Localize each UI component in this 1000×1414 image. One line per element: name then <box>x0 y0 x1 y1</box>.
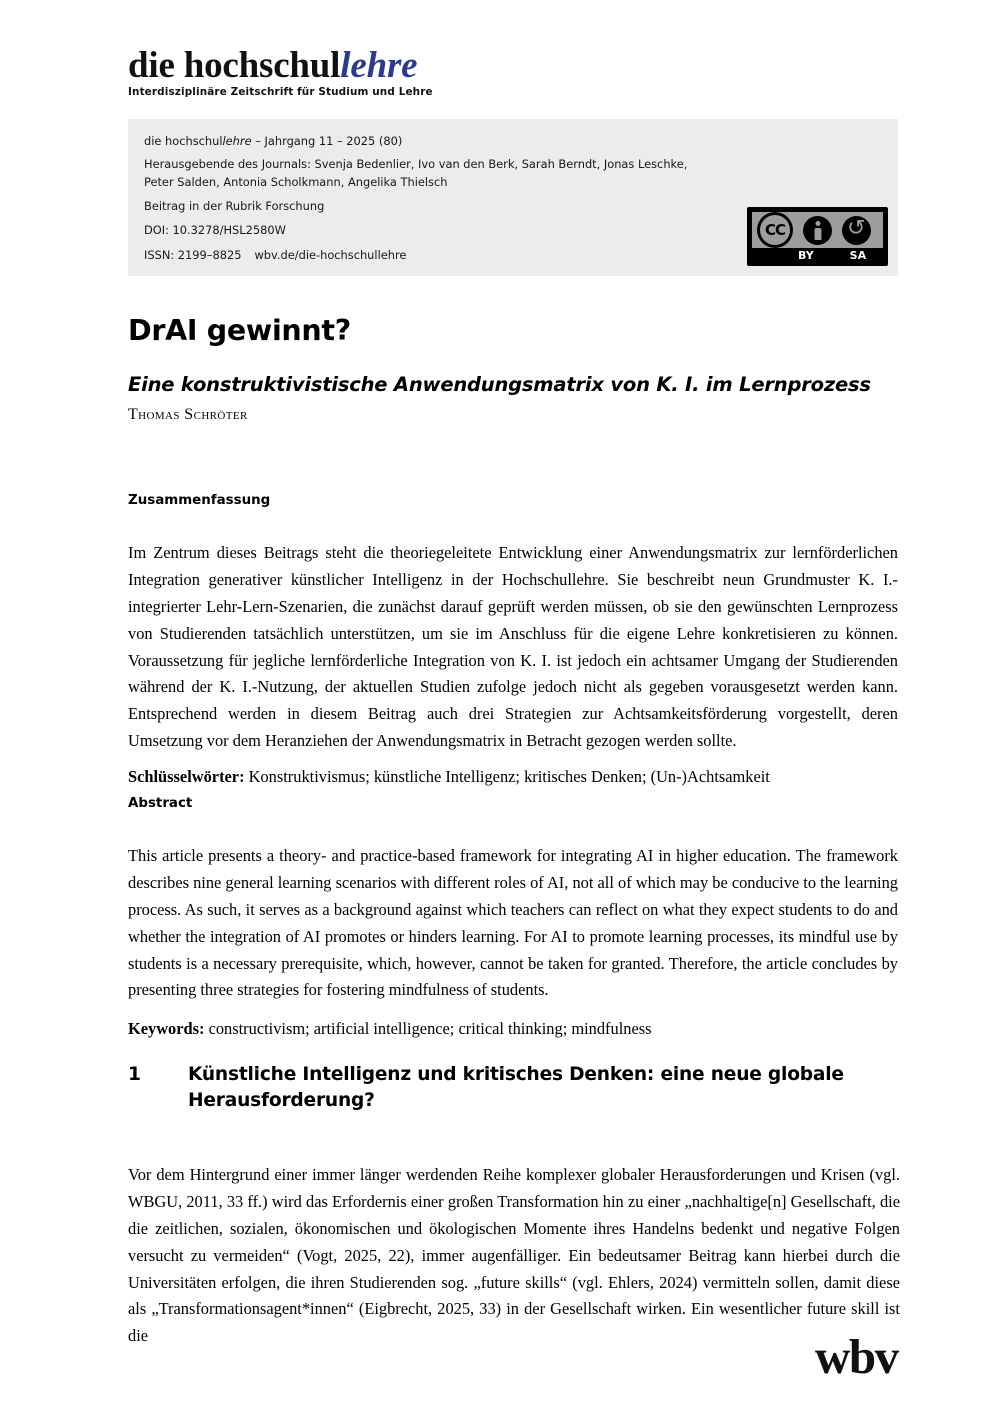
meta-issn-url <box>144 246 744 264</box>
creative-commons-icon <box>757 212 793 248</box>
section-1-body: Vor dem Hintergrund einer immer länger werdenden Reihe komplexer globaler Herausforderungen und Krisen (vgl. WBGU, 2011, 33 ff.) wird das Erfordernis einer großen Transformation hin zu einer „nachhaltige[n] Gesellschaft, die die zeitlichen, sozialen, ökonomischen und ökologischen Momente ihres Handelns bedenkt und negative Folgen versucht zu vermeiden“ (Vogt, 2025, 22), immer augenfälliger. Ein bedeutsamer Beitrag kann hierbei durch die Universitäten erfolgen, die ihren Studierenden sog. „future skills“ (vgl. Ehlers, 2024) vermitteln sollen, damit diese als „Transformationsagent*innen“ (Eigbrecht, 2025, 33) in der Gesellschaft wirken. Ein wesentlicher future skill ist die <box>128 1165 900 1346</box>
journal-logo-part1: die hochschul <box>128 45 341 86</box>
cc-by-label: BY <box>798 249 814 262</box>
section-1-title: Künstliche Intelligenz und kritisches Denken: eine neue globale Herausforderung? <box>188 1064 844 1112</box>
meta-doi: DOI: 10.3278/HSL2580W <box>144 223 286 238</box>
keywords-en-label: Keywords: <box>128 1019 205 1039</box>
abstract-de-text: Im Zentrum dieses Beitrags steht die theoriegeleitete Entwicklung einer Anwendungsmatrix zur lernförderlichen Integration generativer künstlicher Intelligenz in der Hochschullehre. Sie beschreibt neun Grundmuster K. I.-integrierter Lehr-Lern-Szenarien, die zunächst darauf geprüft werden müssen, ob sie den gewünschten Lernprozess von Studierenden tatsächlich unterstützen, um sie im Anschluss für die eigene Lehre konkretisieren zu können. Voraussetzung für jegliche lernförderliche Integration von K. I. ist jedoch ein achtsamer Umgang der Studierenden während der K. I.-Nutzung, der aktuellen Studien zufolge jedoch nicht als gegeben vorausgesetzt werden kann. Entsprechend werden in diesem Beitrag auch drei Strategien zur Achtsamkeitsförderung vorgestellt, deren Umsetzung vor dem Heranziehen der Anwendungsmatrix in Betracht gezogen werden sollte. <box>128 543 898 750</box>
cc-mark-label: CC <box>760 215 790 245</box>
keywords-de <box>128 764 898 791</box>
share-alike-arrow-glyph: ↻ <box>847 216 866 241</box>
journal-logo-part2: lehre <box>340 45 418 86</box>
meta-issue-suffix: – Jahrgang 11 – 2025 (80) <box>251 134 403 148</box>
keywords-de-value: Konstruktivismus; künstliche Intelligenz; kritisches Denken; (Un-)Achtsamkeit <box>244 767 770 787</box>
section-1-number: 1 <box>128 1064 141 1085</box>
meta-issue-prefix: die hochschul <box>144 134 223 148</box>
journal-metadata-box <box>128 119 898 276</box>
abstract-de-heading: Zusammenfassung <box>128 493 271 508</box>
meta-issn: ISSN: 2199–8825 <box>144 247 242 262</box>
person-head-shape <box>815 221 820 226</box>
abstract-en-text: This article presents a theory- and practice-based framework for integrating AI in higher education. The framework describes nine general learning scenarios with different roles of AI, not all of which may be conducive to the learning process. As such, it serves as a background against which teachers can reflect on what they expect students to do and whether the integration of AI promotes or hinders learning. For AI to promote learning processes, its mindful use by students is a necessary prerequisite, which, however, cannot be taken for granted. Therefore, the article concludes by presenting three strategies for fostering mindfulness of students. <box>128 846 898 1000</box>
journal-logo <box>128 47 648 84</box>
article-author: Thomas Schröter <box>128 406 248 423</box>
person-body-shape <box>814 228 821 240</box>
meta-url[interactable]: wbv.de/die-hochschullehre <box>254 247 407 262</box>
article-title: DrAI gewinnt? <box>128 314 351 348</box>
keywords-en <box>128 1016 898 1043</box>
attribution-person-icon <box>803 216 832 245</box>
meta-editors-line-1: Herausgebende des Journals: Svenja Bedenlier, Ivo van den Berk, Sarah Berndt, Jonas Leschke, <box>144 157 688 172</box>
article-subtitle: Eine konstruktivistische Anwendungsmatrix von K. I. im Lernprozess <box>128 373 871 397</box>
meta-issue-line <box>144 132 744 150</box>
section-1-heading <box>128 1062 908 1115</box>
cc-sa-label: SA <box>849 249 867 262</box>
meta-editors <box>144 156 744 190</box>
journal-tagline: Interdisziplinäre Zeitschrift für Studium und Lehre <box>128 86 433 98</box>
cc-badge-icons <box>752 212 883 248</box>
meta-issue-italic: lehre <box>222 134 252 148</box>
meta-editors-line-2: Peter Salden, Antonia Scholkmann, Angelika Thielsch <box>144 174 448 189</box>
cc-by-sa-license-badge[interactable] <box>747 207 888 266</box>
cc-badge-labels <box>752 248 883 263</box>
keywords-de-label: Schlüsselwörter: <box>128 767 245 787</box>
keywords-en-value: constructivism; artificial intelligence; critical thinking; mindfulness <box>204 1019 652 1039</box>
share-alike-icon <box>842 216 871 245</box>
abstract-en-heading: Abstract <box>128 796 193 811</box>
journal-metadata-text <box>144 132 744 264</box>
meta-rubric: Beitrag in der Rubrik Forschung <box>144 198 325 213</box>
wbv-publisher-logo: wbv <box>815 1329 898 1384</box>
journal-masthead <box>128 47 648 98</box>
